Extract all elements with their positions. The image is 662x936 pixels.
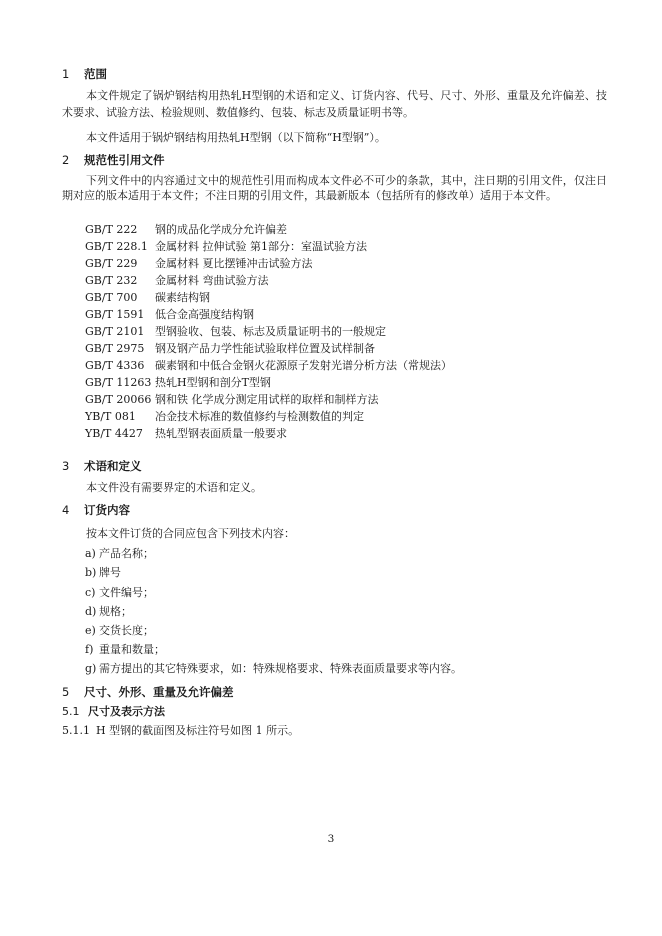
page-number: 3 xyxy=(327,833,335,845)
list-letter: g) xyxy=(85,662,97,675)
list-letter: e) xyxy=(85,624,96,637)
list-item xyxy=(85,545,154,561)
section-heading xyxy=(62,152,165,168)
clause-number: 5.1.1 xyxy=(62,724,90,737)
paragraph: 按本文件订货的合同应包含下列技术内容： xyxy=(86,527,295,540)
list-text: 重量和数量； xyxy=(99,643,165,656)
reference-item xyxy=(85,221,287,238)
reference-code: YB/T 4427 xyxy=(85,427,143,440)
reference-item xyxy=(85,255,313,272)
paragraph: 下列文件中的内容通过文中的规范性引用而构成本文件必不可少的条款，其中，注日期的引用文件，仅注日期对应的版本适用于本文件；不注日期的引用文件，其最新版本（包括所有的修改单）适用于本文件。 xyxy=(62,174,607,202)
section-number: 5 xyxy=(62,685,70,699)
list-letter: d) xyxy=(85,605,97,618)
list-letter: a) xyxy=(85,547,96,560)
section-heading xyxy=(62,66,107,82)
reference-code: GB/T 4336 xyxy=(85,359,145,372)
subsection-number: 5.1 xyxy=(62,705,80,718)
reference-title: 热轧H型钢和剖分T型钢 xyxy=(155,376,271,389)
reference-code: GB/T 11263 xyxy=(85,376,152,389)
reference-title: 热轧型钢表面质量一般要求 xyxy=(155,427,287,440)
reference-item xyxy=(85,408,364,425)
section-title: 规范性引用文件 xyxy=(84,153,165,167)
list-text: 产品名称； xyxy=(99,547,154,560)
subsection-heading xyxy=(62,703,165,719)
subsection-title: 尺寸及表示方法 xyxy=(88,705,165,718)
reference-title: 钢的成品化学成分允许偏差 xyxy=(155,223,287,236)
section-number: 3 xyxy=(62,459,70,473)
section-title: 尺寸、外形、重量及允许偏差 xyxy=(84,685,234,699)
list-item xyxy=(85,603,132,619)
reference-item xyxy=(85,272,269,289)
list-text: 交货长度； xyxy=(99,624,154,637)
reference-title: 碳素结构钢 xyxy=(155,291,210,304)
paragraph: 本文件规定了锅炉钢结构用热轧H型钢的术语和定义、订货内容、代号、尺寸、外形、重量及允许偏差、技术要求、试验方法、检验规则、数值修约、包装、标志及质量证明书等。 xyxy=(62,89,607,119)
list-text: 文件编号； xyxy=(99,586,154,599)
section-number: 1 xyxy=(62,67,70,81)
list-item xyxy=(85,660,462,676)
list-text: 规格； xyxy=(99,605,132,618)
reference-item xyxy=(85,357,452,374)
list-item xyxy=(85,622,154,638)
reference-code: GB/T 222 xyxy=(85,223,138,236)
clause-text: H 型钢的截面图及标注符号如图 1 所示。 xyxy=(96,724,300,737)
section-title: 术语和定义 xyxy=(84,459,142,473)
list-item xyxy=(85,584,154,600)
reference-code: GB/T 700 xyxy=(85,291,138,304)
reference-code: GB/T 2101 xyxy=(85,325,145,338)
paragraph: 本文件适用于锅炉钢结构用热轧H型钢（以下简称“H型钢”）。 xyxy=(86,131,386,144)
list-letter: c) xyxy=(85,586,96,599)
list-item xyxy=(85,641,165,657)
list-item xyxy=(85,564,121,580)
section-heading xyxy=(62,502,130,518)
reference-title: 碳素钢和中低合金钢火花源原子发射光谱分析方法（常规法） xyxy=(155,359,452,372)
reference-item xyxy=(85,391,379,408)
section-number: 2 xyxy=(62,153,70,167)
list-text: 需方提出的其它特殊要求，如：特殊规格要求、特殊表面质量要求等内容。 xyxy=(99,662,462,675)
reference-title: 钢及钢产品力学性能试验取样位置及试样制备 xyxy=(155,342,375,355)
reference-code: GB/T 229 xyxy=(85,257,138,270)
list-letter: b) xyxy=(85,566,97,579)
reference-title: 金属材料 夏比摆锤冲击试验方法 xyxy=(155,257,313,270)
section-title: 范围 xyxy=(84,67,107,81)
section-number: 4 xyxy=(62,503,70,517)
section-heading xyxy=(62,458,142,474)
reference-item xyxy=(85,238,367,255)
reference-code: GB/T 20066 xyxy=(85,393,152,406)
reference-title: 钢和铁 化学成分测定用试样的取样和制样方法 xyxy=(155,393,379,406)
reference-code: GB/T 228.1 xyxy=(85,240,148,253)
reference-code: GB/T 2975 xyxy=(85,342,145,355)
reference-title: 型钢验收、包装、标志及质量证明书的一般规定 xyxy=(155,325,386,338)
reference-code: GB/T 232 xyxy=(85,274,138,287)
reference-item xyxy=(85,374,271,391)
reference-item xyxy=(85,323,386,340)
section-heading xyxy=(62,684,234,700)
section-title: 订货内容 xyxy=(84,503,130,517)
reference-title: 冶金技术标准的数值修约与检测数值的判定 xyxy=(155,410,364,423)
reference-item xyxy=(85,289,210,306)
reference-title: 金属材料 拉伸试验 第1部分：室温试验方法 xyxy=(155,240,367,253)
reference-code: YB/T 081 xyxy=(85,410,136,423)
reference-item xyxy=(85,340,375,357)
paragraph: 本文件没有需要界定的术语和定义。 xyxy=(86,481,262,494)
list-text: 牌号 xyxy=(99,566,121,579)
reference-item xyxy=(85,425,287,442)
list-letter: f) xyxy=(85,643,94,656)
reference-code: GB/T 1591 xyxy=(85,308,145,321)
reference-item xyxy=(85,306,254,323)
reference-title: 金属材料 弯曲试验方法 xyxy=(155,274,269,287)
reference-title: 低合金高强度结构钢 xyxy=(155,308,254,321)
clause xyxy=(62,722,607,739)
